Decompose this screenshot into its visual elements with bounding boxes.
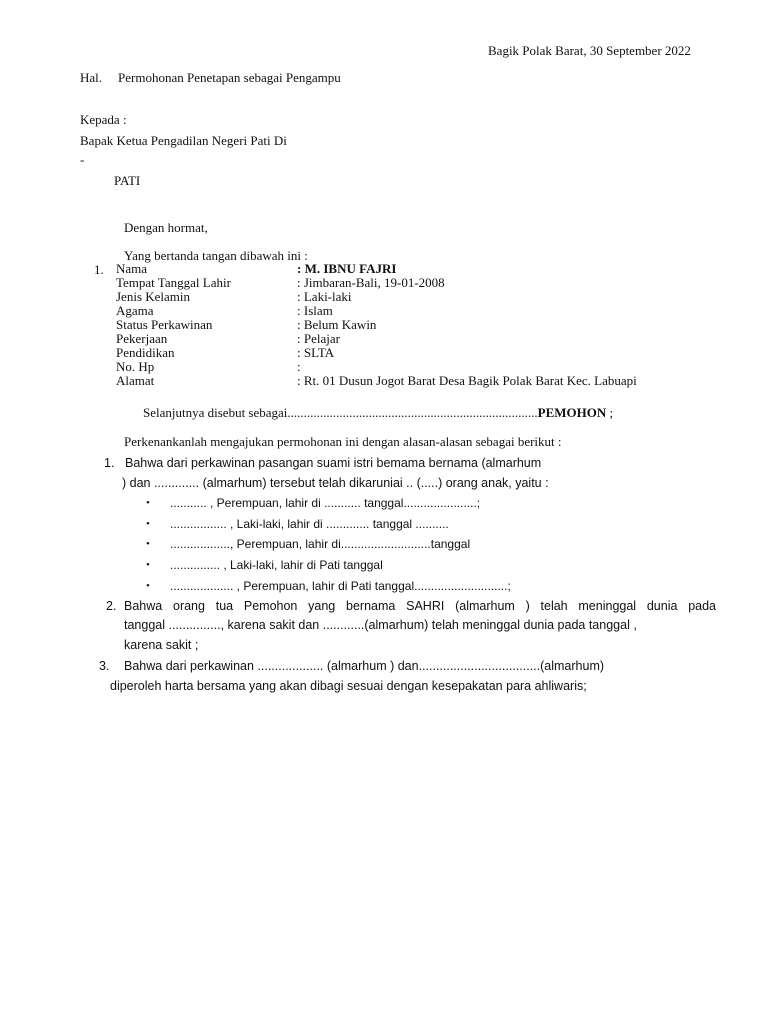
bullet-icon: •: [146, 580, 150, 592]
identity-label: Pendidikan: [116, 345, 175, 360]
identity-label: Tempat Tanggal Lahir: [116, 275, 231, 290]
pemohon-text: Selanjutnya disebut sebagai.............................................................................: [143, 405, 538, 420]
recipient-dash: -: [80, 152, 85, 167]
pemohon-bold: PEMOHON: [537, 405, 607, 420]
reason1-line1: Bahwa dari perkawinan pasangan suami istri bemama bernama (almarhum: [125, 456, 542, 470]
bullet-icon: •: [146, 538, 150, 550]
identity-value: : Jimbaran-Bali, 19-01-2008: [297, 275, 445, 290]
recipient-kepada: Kepada :: [80, 112, 127, 127]
reason1-line2: ) dan ............. (almarhum) tersebut telah dikaruniai .. (.....) orang anak, yaitu :: [122, 476, 549, 490]
subject-prefix: Hal.: [80, 70, 103, 85]
identity-value: : Belum Kawin: [297, 317, 377, 332]
identity-label: Nama: [116, 261, 148, 276]
reason3-line1: Bahwa dari perkawinan ................... (almarhum ) dan...................................(almarhum): [124, 659, 605, 673]
identity-value: : Rt. 01 Dusun Jogot Barat Desa Bagik Polak Barat Kec. Labuapi: [297, 373, 637, 388]
child-item: ............... , Laki-laki, lahir di Pati tanggal: [170, 558, 383, 572]
identity-value: : Laki-laki: [297, 289, 352, 304]
identity-label: Jenis Kelamin: [116, 289, 191, 304]
child-item: ................. , Laki-laki, lahir di ............. tanggal ..........: [170, 517, 449, 531]
recipient-line: Bapak Ketua Pengadilan Negeri Pati Di: [80, 133, 287, 148]
identity-label: Status Perkawinan: [116, 317, 213, 332]
identity-value: : Pelajar: [297, 331, 340, 346]
pemohon-line: [143, 405, 613, 421]
reason2-line3: karena sakit ;: [124, 638, 199, 652]
identity-value: : SLTA: [297, 345, 335, 360]
bullet-icon: •: [146, 518, 150, 530]
identity-label: No. Hp: [116, 359, 155, 374]
reason2-number: 2.: [106, 599, 117, 613]
identity-list-number: 1.: [94, 262, 104, 277]
identity-label: Pekerjaan: [116, 331, 168, 346]
child-item: ................... , Perempuan, lahir di Pati tanggal............................;: [170, 579, 511, 593]
signer-intro: Yang bertanda tangan dibawah ini :: [124, 248, 308, 263]
reason3-number: 3.: [99, 659, 110, 673]
reason2-line1: Bahwa orang tua Pemohon yang bernama SAHRI (almarhum ) telah meninggal dunia pada: [124, 599, 716, 613]
recipient-city: PATI: [114, 173, 141, 188]
letter-date: Bagik Polak Barat, 30 September 2022: [488, 43, 691, 58]
reason1-number: 1.: [104, 456, 115, 470]
identity-label: Alamat: [116, 373, 155, 388]
identity-value: :: [297, 359, 301, 374]
child-item: .................., Perempuan, lahir di...........................tanggal: [170, 537, 471, 551]
subject-text: Permohonan Penetapan sebagai Pengampu: [118, 70, 341, 85]
child-item: ........... , Perempuan, lahir di ........... tanggal......................;: [170, 496, 481, 510]
pemohon-end: ;: [606, 405, 614, 420]
reason2-line2: tanggal ..............., karena sakit dan ............(almarhum) telah meninggal dunia pada tanggal ,: [124, 618, 637, 632]
greeting: Dengan hormat,: [124, 220, 208, 235]
reasons-intro: Perkenankanlah mengajukan permohonan ini dengan alasan-alasan sebagai berikut :: [124, 434, 562, 449]
identity-value: : Islam: [297, 303, 333, 318]
identity-value: : M. IBNU FAJRI: [297, 261, 397, 276]
bullet-icon: •: [146, 497, 150, 509]
bullet-icon: •: [146, 559, 150, 571]
identity-label: Agama: [116, 303, 154, 318]
reason3-line2: diperoleh harta bersama yang akan dibagi sesuai dengan kesepakatan para ahliwaris;: [110, 679, 587, 693]
